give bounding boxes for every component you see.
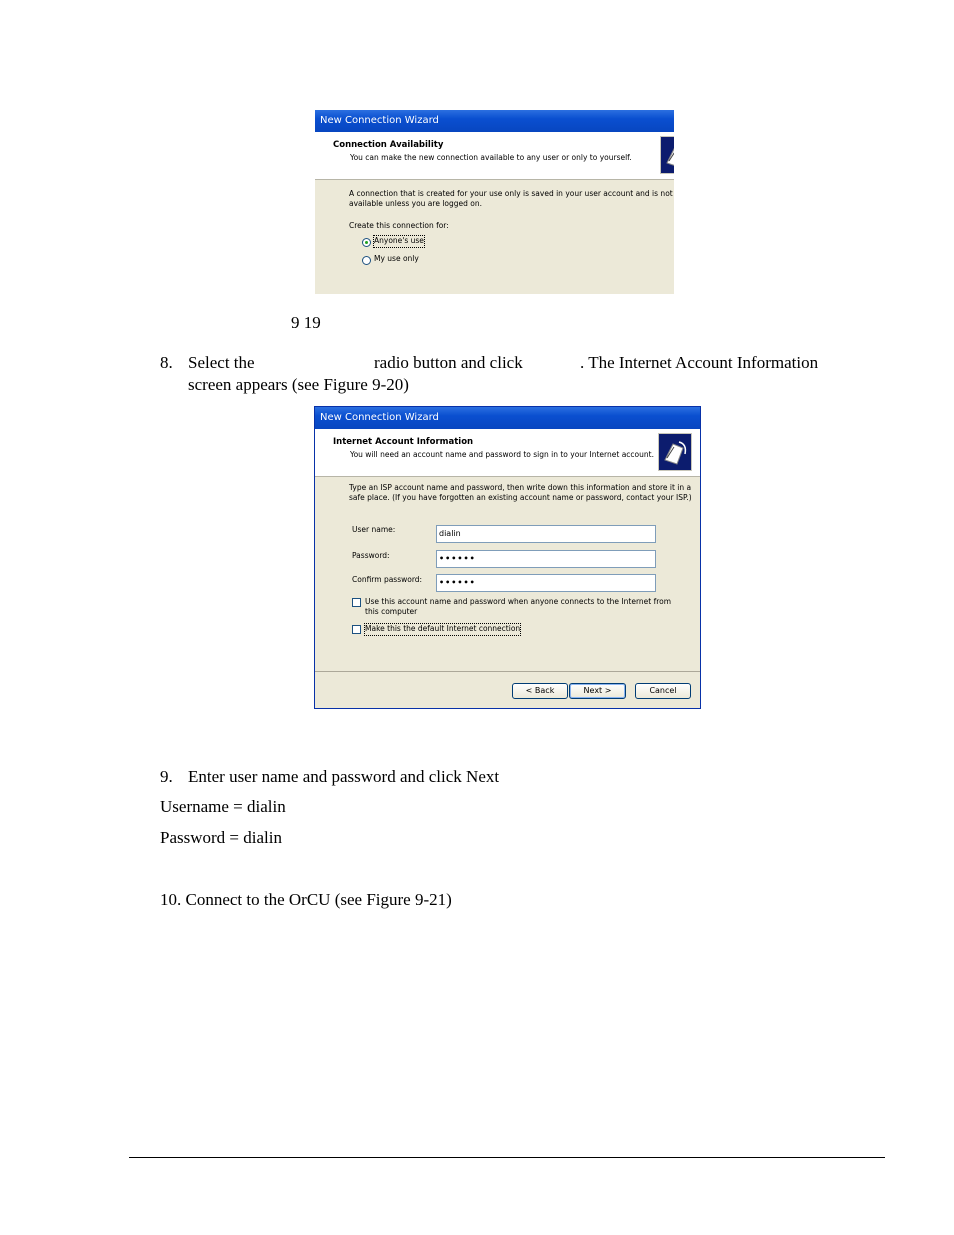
header-subtitle: You can make the new connection available to any user or only to yourself. — [350, 153, 632, 162]
user-name-field[interactable]: dialin — [436, 525, 656, 543]
password-label: Password: — [352, 551, 390, 560]
dialog-title-bar: New Connection Wizard — [315, 110, 674, 132]
my-use-only-radio[interactable] — [362, 256, 371, 265]
step8-text-part3: . The Internet Account Information — [580, 353, 819, 372]
back-button[interactable]: < Back — [512, 683, 568, 699]
step9-text: Enter user name and password and click Next — [188, 767, 500, 786]
step8-text-part2: radio button and click — [374, 353, 523, 372]
default-connection-checkbox[interactable] — [352, 625, 361, 634]
step8-text-line2: screen appears (see Figure 9-20) — [188, 375, 409, 394]
radio-selected-dot — [365, 241, 368, 244]
anyones-use-label[interactable]: Anyone's use — [374, 236, 424, 245]
username-line: Username = dialin — [160, 797, 286, 816]
wizard-phone-icon — [658, 433, 692, 471]
create-for-label: Create this connection for: — [349, 221, 449, 230]
description-line-1: A connection that is created for your use only is saved in your user account and is not — [349, 189, 673, 198]
step10-text: 10. Connect to the OrCU (see Figure 9-21) — [160, 890, 452, 909]
confirm-password-label: Confirm password: — [352, 575, 423, 584]
confirm-password-field[interactable]: •••••• — [436, 574, 656, 592]
description-line-2: safe place. (If you have forgotten an existing account name or password, contact your ISP.) — [349, 493, 692, 502]
footer-rule — [129, 1157, 885, 1158]
button-separator — [315, 671, 700, 672]
description-line-1: Type an ISP account name and password, then write down this information and store it in a — [349, 483, 692, 492]
internet-account-dialog — [314, 406, 701, 709]
use-account-anyone-checkbox[interactable] — [352, 598, 361, 607]
connection-availability-dialog — [315, 110, 674, 294]
description-line-2: available unless you are logged on. — [349, 199, 482, 208]
my-use-only-label[interactable]: My use only — [374, 254, 419, 263]
step9-number: 9. — [160, 767, 173, 786]
header-subtitle: You will need an account name and password to sign in to your Internet account. — [350, 450, 654, 459]
wizard-phone-icon — [660, 136, 674, 174]
figure-caption: 9 19 — [291, 313, 321, 332]
step8-number: 8. — [160, 353, 173, 372]
default-connection-label[interactable]: Make this the default Internet connection — [365, 624, 521, 633]
header-title: Internet Account Information — [333, 437, 474, 447]
use-account-anyone-label-line1[interactable]: Use this account name and password when anyone connects to the Internet from — [365, 597, 672, 606]
use-account-anyone-label-line2[interactable]: this computer — [365, 607, 418, 616]
header-title: Connection Availability — [333, 140, 444, 150]
cancel-button[interactable]: Cancel — [635, 683, 691, 699]
next-button[interactable]: Next > — [569, 683, 626, 699]
dialog-title-bar: New Connection Wizard — [315, 407, 700, 429]
password-line: Password = dialin — [160, 828, 282, 847]
password-field[interactable]: •••••• — [436, 550, 656, 568]
step8-text-part1: Select the — [188, 353, 255, 372]
dialog-header — [315, 429, 700, 477]
anyones-use-radio[interactable] — [362, 238, 371, 247]
user-name-label: User name: — [352, 525, 396, 534]
dialog-header — [315, 132, 674, 180]
